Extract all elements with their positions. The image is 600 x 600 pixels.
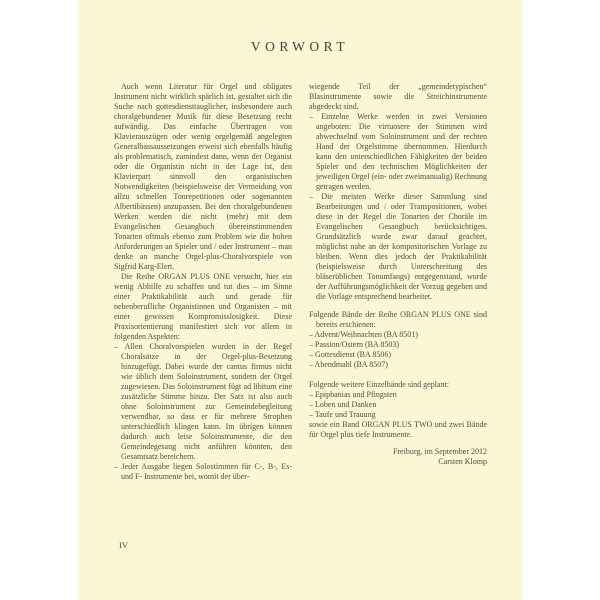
volume-item: – Gottesdienst (BA 8506) xyxy=(309,350,391,359)
volume-item: – Loben und Danken xyxy=(309,400,377,409)
book-page xyxy=(78,0,522,600)
list-item: – Die meisten Werke dieser Sammlung sind Bearbeitungen und / oder Transpositionen, wobei diese in der Regel die Tonarten der Choräle im Evangelischen Gesangbuch berücksichtigen. Grundsätzlich wurde zwar darauf geachtet, möglichst nahe an der kompositorischen Vorlage zu bleiben. Wenn dies jedoch der Praktikabilität (beispielsweise durch Unterschreitung des bläserüblichen Tonumfangs) entgegenstand, wurde der Aufführungsmöglichkeit der Vorzug gegeben und die Vorlage entsprechend bearbeitet. xyxy=(309,192,487,301)
published-volumes-intro: Folgende Bände der Reihe ORGAN PLUS ONE sind bereits erschienen: xyxy=(309,310,487,329)
signoff-place-date: Freiburg, im September 2012 xyxy=(392,447,487,456)
page-number: IV xyxy=(119,540,128,550)
list-item: – Einzelne Werke werden in zwei Versionen angeboten: Die virtuosere der Stimmen wird abwechselnd vom Soloinstrument und der rechten Hand der Orgelstimme übernommen. Hierdurch kann den unterschiedlichen Fähigkeiten der beiden Spieler und den technischen Möglichkeiten der jeweiligen Orgel (ein- oder zweimanualig) Rechnung getragen werden. xyxy=(309,112,487,191)
page-title: VORWORT xyxy=(250,39,350,54)
volume-item: – Taufe und Trauung xyxy=(309,410,376,419)
left-column xyxy=(114,82,292,482)
planned-volumes-outro: sowie ein Band ORGAN PLUS TWO und zwei Bände für Orgel plus tiefe Instrumente. xyxy=(309,420,487,439)
published-volumes-list xyxy=(309,330,487,370)
volume-item: – Advent/Weihnachten (BA 8501) xyxy=(309,330,418,339)
volume-item: – Epiphanias und Pfingsten xyxy=(309,390,397,399)
paragraph: Auch wenn Literatur für Orgel und obligates Instrument nicht wirklich spärlich ist, gestaltet sich die Suche nach gottesdiensttauglicher, insbesondere auch choralgebundener Musik für diese Besetzung recht aufwändig. Das einfache Übertragen von Klavierauszügen oder wenig orgelgemäß angelegten Generalbassaussetzungen erweist sich ebenfalls häufig als problematisch, zumindest dann, wenn der Organist oder die Organistin nicht in der Lage ist, den Klavierpart sinnvoll den organistischen Notwendigkeiten (beispielsweise der Vermeidung von allzu schnellen Tonrepetitionen oder sogenannten Albertibässen) anzupassen. Bei den choralgebundenen Werken werden die nicht (mehr) mit dem Evangelischen Gesangbuch übereinstimmenden Tonarten oftmals ebenso zum Problem wie die hohen Anforderungen an Spieler und / oder Instrument – man denke an manche Orgel-plus-Choralvorspiele von Sigfrid Karg-Elert. xyxy=(114,82,292,271)
volume-item: – Abendmahl (BA 8507) xyxy=(309,360,388,369)
paragraph: Die Reihe ORGAN PLUS ONE versucht, hier ein wenig Abhilfe zu schaffen und tut dies – im Sinne einer Praktikabilität auch und gerade für nebenberufliche Organistinnen und Organisten – mit einer gewissen Kompromisslosigkeit. Diese Praxisorientierung manifestiert sich vor allem in folgenden Aspekten: xyxy=(114,272,292,341)
planned-volumes-intro: Folgende weitere Einzelbände sind geplant: xyxy=(309,380,449,389)
right-column xyxy=(309,82,487,482)
text-columns xyxy=(114,82,487,482)
planned-volumes-list xyxy=(309,390,487,420)
list-item: – Allen Choralvorspielen wurden in der Regel Choralsätze in der Orgel-plus-Besetzung hinzugefügt. Dabei wurde der cantus firmus nicht wie üblich dem Soloinstrument, sondern der Orgel zugewiesen. Das Soloinstrument fügt ad libitum eine zusätzliche Stimme hinzu. Der Satz ist also auch ohne Soloinstrument zur Gemeindebegleitung verwendbar, so dass er für mehrere Strophen unterschiedlich klingen kann. Im übrigen können dadurch auch leise Soloinstrumente, die den Gemeindegesang nicht anführen könnten, den Gesamtsatz bereichern. xyxy=(114,342,292,461)
paragraph-continuation: wiegende Teil der „gemeindetypischen“ Blasinstrumente sowie die Streichinstrumente abgedeckt sind. xyxy=(309,82,487,111)
signoff-author: Carsten Klomp xyxy=(438,457,487,466)
list-item: – Jeder Ausgabe liegen Solostimmen für C-, B-, Es- und F- Instrumente bei, womit der über- xyxy=(114,462,292,481)
volume-item: – Passion/Ostern (BA 8503) xyxy=(309,340,399,349)
